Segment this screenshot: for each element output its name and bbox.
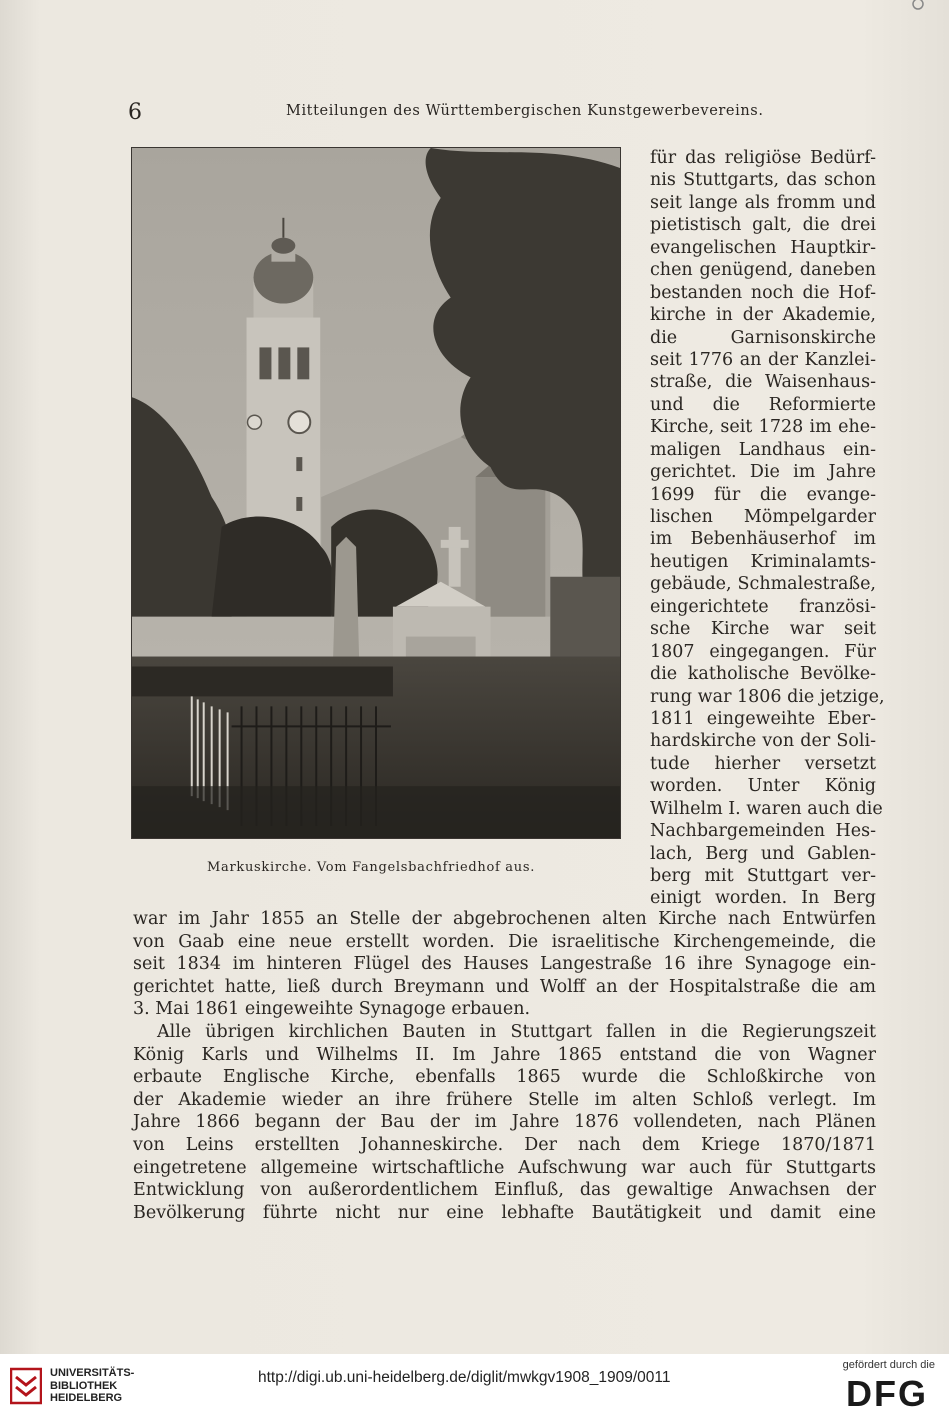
dfg-logo-icon [840,1375,935,1411]
text-line: straße, die Waisenhaus- [650,372,876,393]
university-library-logo-icon [10,1365,42,1407]
text-line: 1807 eingegangen. Für [650,641,876,662]
text-line: eingerichtete französi- [650,596,876,617]
text-line: lischen Mömpelgarder [650,507,876,527]
text-line: seit lange als fromm und [650,192,876,213]
text-line: von Gaab eine neue erstellt worden. Die israelitische Kirchengemeinde, die [133,931,876,952]
text-line: 1811 eingeweihte Eber- [650,708,876,729]
text-line: 1699 für die evange- [650,484,876,505]
text-line: eingetretene allgemeine wirtschaftliche Aufschwung war auch für Stuttgarts [133,1157,876,1178]
column-paragraph [650,147,885,910]
funded-by-label: gefördert durch die [842,1359,935,1371]
library-name-line: UNIVERSITÄTS- [50,1367,135,1379]
text-line: nis Stuttgarts, das schon [650,170,876,191]
text-line: seit 1776 an der Kanzlei- [650,349,876,370]
library-name [50,1367,134,1405]
library-name-line: HEIDELBERG [50,1392,123,1404]
text-line: worden. Unter König [650,776,876,797]
page-number: 6 [128,100,142,125]
text-line: im Bebenhäuserhof im [650,529,876,550]
text-line: kirche in der Akademie, [650,305,876,326]
text-line: bestanden noch die Hof- [650,282,876,303]
dfg-logo-text: DFG [846,1375,928,1411]
text-line: von Leins erstellten Johanneskirche. Der nach dem Kriege 1870/1871 [133,1134,876,1155]
church-photograph [131,147,621,839]
text-line: für das religiöse Bedürf- [650,148,876,168]
text-line: berg mit Stuttgart ver- [650,866,876,886]
text-line: gerichtet hatte, ließ durch Breymann und Wolff an der Hospitalstraße die am [133,976,876,997]
text-line: der Akademie wieder an ihre frühere Stelle im alten Schloß verlegt. Im [133,1089,876,1110]
text-line: tude hierher versetzt [650,753,876,774]
text-line: chen genügend, daneben [650,260,876,281]
text-line: gerichtet. Die im Jahre [650,462,876,483]
text-line: rung war 1806 die jetzige, [650,686,885,707]
text-line: hardskirche von der Soli- [650,731,876,752]
text-line: erbaute Englische Kirche, ebenfalls 1865 wurde die Schloßkirche von [133,1067,876,1088]
text-line: Wilhelm I. waren auch die [650,798,883,819]
text-line: Kirche, seit 1728 im ehe- [650,417,876,438]
running-head: Mitteilungen des Württembergischen Kunstgewerbevereins. [286,103,764,119]
text-line: und die Reformierte [650,394,876,415]
text-line: einigt worden. In Berg [650,888,876,909]
text-line: heutigen Kriminalamts- [650,551,876,572]
text-line: evangelischen Hauptkir- [650,237,876,258]
text-line: König Karls und Wilhelms II. Im Jahre 1865 entstand die von Wagner [133,1044,876,1065]
text-line: 3. Mai 1861 eingeweihte Synagoge erbauen. [133,999,531,1020]
text-line: Nachbargemeinden Hes- [650,821,876,842]
text-line: war im Jahr 1855 an Stelle der abgebrochenen alten Kirche nach Entwürfen [133,909,876,929]
text-line: Entwicklung von außerordentlichem Einfluß, das gewaltige Anwachsen der [133,1180,876,1201]
text-line: maligen Landhaus ein- [650,439,876,460]
text-line: Alle übrigen kirchlichen Bauten in Stuttgart fallen in die Regierungszeit [157,1021,876,1042]
text-line: pietistisch galt, die drei [650,215,876,236]
library-name-line: BIBLIOTHEK [50,1379,118,1392]
text-line: die Garnisonskirche [650,327,876,348]
permalink[interactable]: http://digi.ub.uni-heidelberg.de/diglit/mwkgv1908_1909/0011 [258,1369,671,1386]
text-line: lach, Berg und Gablen- [650,843,876,864]
corner-mark-icon [909,0,927,14]
footer-bar [0,1354,949,1421]
body-paragraphs [133,908,876,1224]
text-line: Jahre 1866 begann der Bau der im Jahre 1876 vollendeten, nach Plänen [133,1112,876,1133]
text-line: seit 1834 im hinteren Flügel des Hauses Langestraße 16 ihre Synagoge ein- [133,954,876,975]
text-line: gebäude, Schmalestraße, [650,574,876,595]
text-line: sche Kirche war seit [650,619,876,640]
figure-caption: Markuskirche. Vom Fangelsbachfriedhof aus. [207,860,536,875]
text-line: die katholische Bevölke- [650,664,876,685]
text-line: Bevölkerung führte nicht nur eine lebhafte Bautätigkeit und damit eine [133,1202,876,1223]
